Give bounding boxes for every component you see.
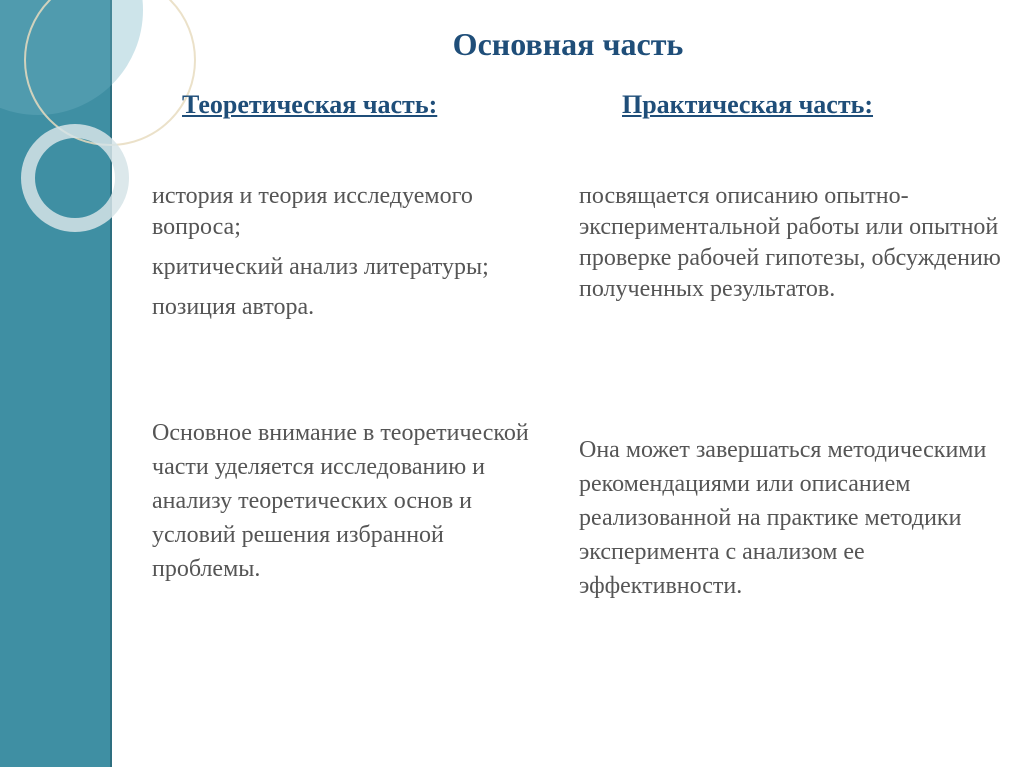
practical-paragraph-1: посвящается описанию опытно-экспериментальной работы или опытной проверке рабочей гипотезы, обсуждению полученных результатов. [579,183,1001,302]
list-item: позиция автора. [152,294,315,320]
slide-title: Основная часть [452,26,684,62]
list-item: критический анализ литературы; [152,254,489,280]
theoretical-heading: Теоретическая часть: [182,90,438,119]
list-item: история и теория исследуемого вопроса; [152,183,473,240]
theoretical-list [152,181,552,332]
thick-ring [28,131,122,225]
theoretical-paragraph: Основное внимание в теоретической части уделяется исследованию и анализу теоретических основ и условий решения избранной проблемы. [152,420,529,582]
practical-paragraph-2: Она может завершаться методическими рекомендациями или описанием реализованной на практике методики эксперимента с анализом ее эффективности. [579,437,987,599]
practical-heading: Практическая часть: [622,90,874,119]
